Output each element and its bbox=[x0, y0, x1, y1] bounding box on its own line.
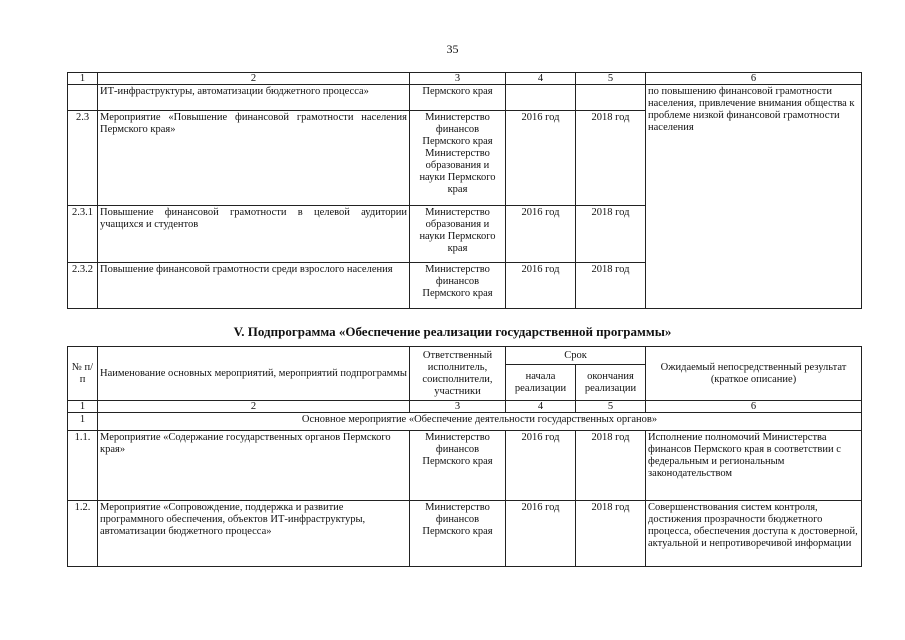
start-year: 2016 год bbox=[506, 263, 576, 309]
section-title: V. Подпрограмма «Обеспечение реализации государственной программы» bbox=[233, 324, 672, 339]
column-number-row bbox=[68, 73, 862, 85]
row-number: 1.2. bbox=[68, 501, 98, 567]
column-number-row bbox=[68, 401, 862, 413]
header-result: Ожидаемый непосредственный результат (краткое описание) bbox=[646, 347, 862, 401]
responsible: Пермского края bbox=[410, 85, 506, 111]
col-number: 6 bbox=[646, 73, 862, 85]
row-number: 2.3 bbox=[68, 111, 98, 206]
responsible: Министерство образования и науки Пермского края bbox=[410, 206, 506, 263]
end-year: 2018 год bbox=[576, 263, 646, 309]
event-name: Мероприятие «Повышение финансовой грамотности населения Пермского края» bbox=[98, 111, 410, 206]
event-name: Мероприятие «Содержание государственных органов Пермского края» bbox=[98, 431, 410, 501]
expected-result: Совершенствования систем контроля, достижения прозрачности бюджетного процесса, обеспечения доступа к достоверной, актуальной и непротиворечивой информации bbox=[646, 501, 862, 567]
col-number: 1 bbox=[68, 73, 98, 85]
responsible: Министерство финансов Пермского края bbox=[410, 263, 506, 309]
start-year bbox=[506, 85, 576, 111]
col-number: 2 bbox=[98, 73, 410, 85]
col-number: 1 bbox=[68, 401, 98, 413]
main-event-title: Основное мероприятие «Обеспечение деятельности государственных органов» bbox=[98, 413, 862, 431]
expected-result: Исполнение полномочий Министерства финансов Пермского края в соответствии с федеральным и региональным законодательством bbox=[646, 431, 862, 501]
expected-result: по повышению финансовой грамотности населения, привлечение внимания общества к проблеме низкой финансовой грамотности населения bbox=[646, 85, 862, 309]
col-number: 4 bbox=[506, 73, 576, 85]
end-year: 2018 год bbox=[576, 206, 646, 263]
end-year: 2018 год bbox=[576, 111, 646, 206]
header-name: Наименование основных мероприятий, мероприятий подпрограммы bbox=[98, 347, 410, 401]
page-number: 35 bbox=[446, 42, 459, 56]
col-number: 3 bbox=[410, 73, 506, 85]
row-number: 2.3.2 bbox=[68, 263, 98, 309]
end-year: 2018 год bbox=[576, 431, 646, 501]
table-row bbox=[68, 501, 862, 567]
event-name: Повышение финансовой грамотности среди взрослого населения bbox=[98, 263, 410, 309]
row-number bbox=[68, 85, 98, 111]
start-year: 2016 год bbox=[506, 206, 576, 263]
responsible: Министерство финансов Пермского края bbox=[410, 431, 506, 501]
table-header-row bbox=[68, 347, 862, 365]
row-number: 1.1. bbox=[68, 431, 98, 501]
responsible: Министерство финансов Пермского края Министерство образования и науки Пермского края bbox=[410, 111, 506, 206]
start-year: 2016 год bbox=[506, 111, 576, 206]
row-number: 2.3.1 bbox=[68, 206, 98, 263]
col-number: 6 bbox=[646, 401, 862, 413]
row-number: 1 bbox=[68, 413, 98, 431]
end-year: 2018 год bbox=[576, 501, 646, 567]
end-year bbox=[576, 85, 646, 111]
main-event-row bbox=[68, 413, 862, 431]
header-term: Срок bbox=[506, 347, 646, 365]
responsible: Министерство финансов Пермского края bbox=[410, 501, 506, 567]
col-number: 5 bbox=[576, 73, 646, 85]
events-table-continued bbox=[67, 72, 862, 309]
header-num: № п/п bbox=[68, 347, 98, 401]
header-end: окончания реализации bbox=[576, 365, 646, 401]
header-start: начала реализации bbox=[506, 365, 576, 401]
event-name: Повышение финансовой грамотности в целевой аудитории учащихся и студентов bbox=[98, 206, 410, 263]
table-row bbox=[68, 85, 862, 111]
start-year: 2016 год bbox=[506, 431, 576, 501]
event-name: Мероприятие «Сопровождение, поддержка и развитие программного обеспечения, объектов ИТ-инфраструктуры, автоматизации бюджетного процесса» bbox=[98, 501, 410, 567]
col-number: 5 bbox=[576, 401, 646, 413]
subprogram-events-table bbox=[67, 346, 862, 567]
col-number: 4 bbox=[506, 401, 576, 413]
header-responsible: Ответственный исполнитель, соисполнители, участники bbox=[410, 347, 506, 401]
table-row bbox=[68, 431, 862, 501]
col-number: 3 bbox=[410, 401, 506, 413]
col-number: 2 bbox=[98, 401, 410, 413]
event-name: ИТ-инфраструктуры, автоматизации бюджетного процесса» bbox=[98, 85, 410, 111]
start-year: 2016 год bbox=[506, 501, 576, 567]
